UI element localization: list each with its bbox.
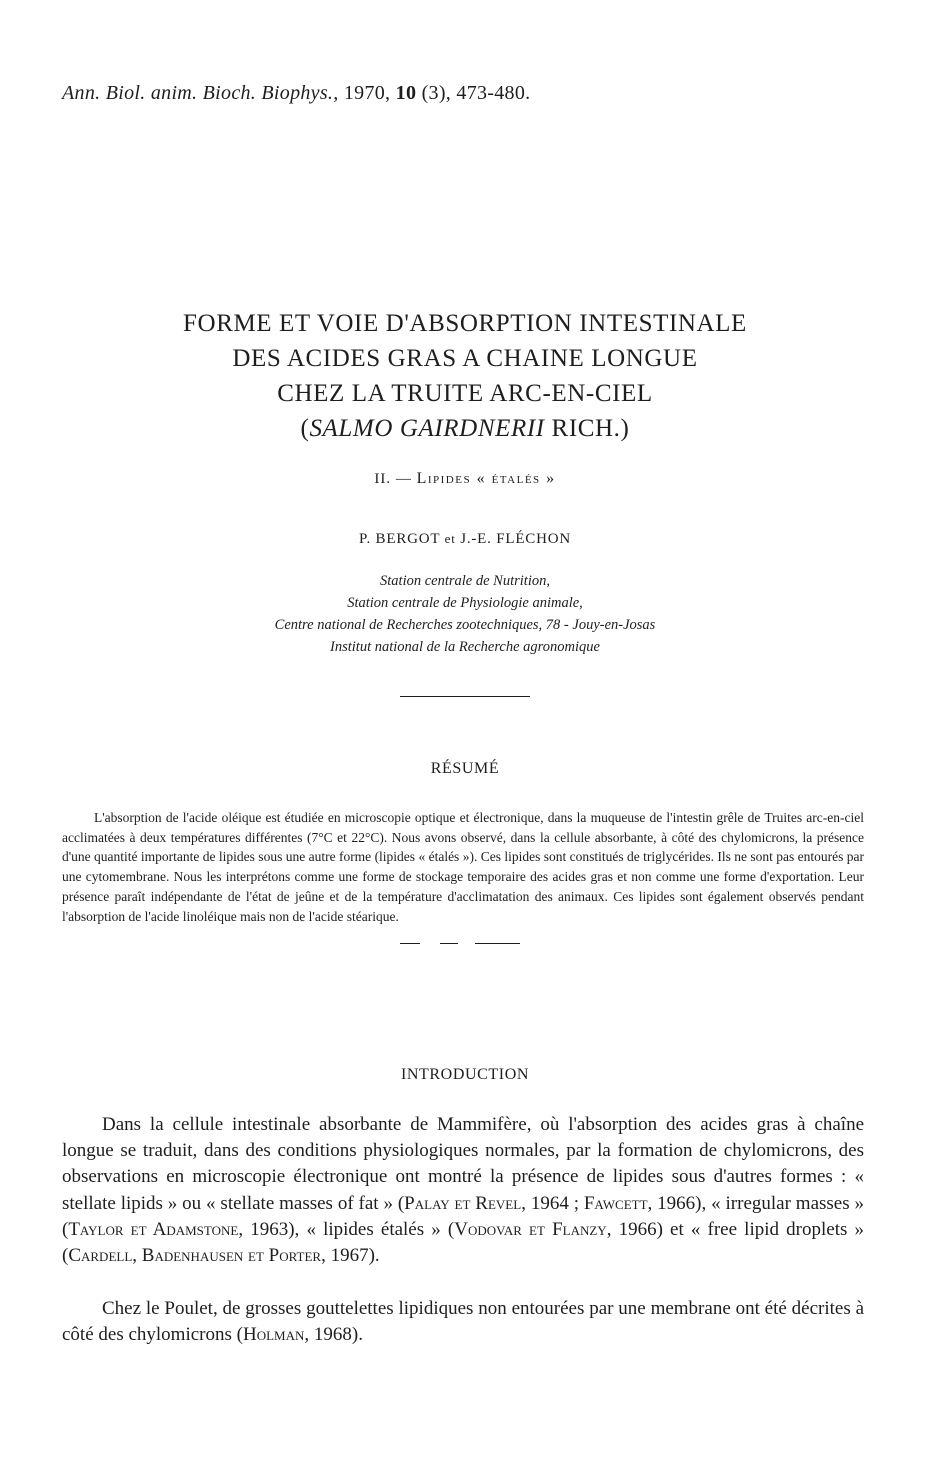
citation-author: Holman <box>242 1324 305 1346</box>
title-line-2: DES ACIDES GRAS A CHAINE LONGUE <box>232 345 698 372</box>
text-run: , 1966), « irregular masses » ( <box>62 1192 865 1240</box>
citation-author: Taylor et Adamstone <box>68 1218 239 1240</box>
divider <box>475 943 520 944</box>
text-run: , 1966) et « free lipid droplets » ( <box>62 1218 865 1267</box>
author-1: P. BERGOT <box>358 531 441 547</box>
title-paren: ( <box>300 415 310 442</box>
citation-author: Fawcett <box>583 1192 648 1214</box>
resume-text: L'absorption de l'acide oléique est étudiée en microscopie optique et électronique, dans la muqueuse de l'intestin grêle de Truites arc-en-ciel acclimatées à deux températures différentes (7°C et 22°C). Nous avons observé, dans la cellule absorbante, à côté des chylomicrons, la présence d'une quantité importante de lipides sous une autre forme (lipides « étalés »). Ces lipides sont constitués de triglycérides. Ils ne sont pas entourés par une cytomembrane. Nous les interprétons comme une forme de stockage temporaire des acides gras et non comme une forme d'exportation. Leur présence paraît indépendante de l'état de jeûne et de la température d'acclimatation des animaux. Ces lipides sont également observés pendant l'absorption de l'acide linoléique mais non de l'acide stéarique. <box>62 810 864 924</box>
subtitle-text: Lipides « étalés » <box>416 470 556 487</box>
introduction-heading: INTRODUCTION <box>400 1066 530 1083</box>
divider <box>440 943 458 944</box>
article-title <box>0 306 930 446</box>
divider <box>400 696 530 697</box>
affiliation-line: Station centrale de Physiologie animale, <box>347 595 583 611</box>
subtitle-number: II. — <box>374 471 412 487</box>
citation-author: Vodovar et Flanzy <box>454 1218 607 1240</box>
affiliation-line: Centre national de Recherches zootechniques, 78 - Jouy-en-Josas <box>274 617 656 633</box>
journal-name: Ann. Biol. anim. Bioch. Biophys., <box>62 82 339 104</box>
text-run: Dans la cellule intestinale absorbante de Mammifère, où l'absorption des acides gras à chaîne longue se traduit, dans des conditions physiologiques normales, par la formation de chylomicrons, des observations en microscopie électronique ont montré la présence de lipides sous d'autres formes : « stellate lipids » ou « stellate masses of fat » ( <box>62 1114 864 1214</box>
title-authority: RICH.) <box>544 415 630 442</box>
text-run: , 1963), « lipides étalés » ( <box>238 1218 455 1240</box>
citation-author: Palay et Revel <box>404 1192 522 1214</box>
journal-issue-pages: (3), 473-480. <box>421 82 531 104</box>
journal-citation <box>62 82 530 105</box>
title-line-1: FORME ET VOIE D'ABSORPTION INTESTINALE <box>183 310 747 337</box>
author-2: J.-E. FLÉCHON <box>460 531 572 547</box>
divider <box>400 943 420 944</box>
text-run: , 1964 ; <box>521 1192 584 1214</box>
text-run: , 1967). <box>321 1245 380 1267</box>
authors-conjunction: et <box>444 531 456 546</box>
introduction-paragraph <box>62 1296 864 1348</box>
text-run: , 1968). <box>304 1324 363 1346</box>
affiliation-line: Institut national de la Recherche agronomique <box>330 639 600 655</box>
title-line-4 <box>0 411 930 446</box>
journal-year: 1970, <box>343 82 391 104</box>
journal-volume: 10 <box>395 82 417 104</box>
text-run: Chez le Poulet, de grosses gouttelettes lipidiques non entourées par une membrane ont été décrites à côté des chylomicrons ( <box>62 1298 864 1346</box>
species-name: SALMO GAIRDNERII <box>309 415 545 442</box>
affiliation-line: Station centrale de Nutrition, <box>380 573 550 589</box>
authors <box>0 531 930 548</box>
article-subtitle <box>0 470 930 488</box>
affiliations <box>0 570 930 658</box>
citation-author: Cardell, Badenhausen et Porter <box>68 1245 322 1267</box>
introduction-paragraph <box>62 1112 864 1269</box>
title-line-3: CHEZ LA TRUITE ARC-EN-CIEL <box>277 380 653 407</box>
resume-heading: RÉSUMÉ <box>430 760 500 777</box>
